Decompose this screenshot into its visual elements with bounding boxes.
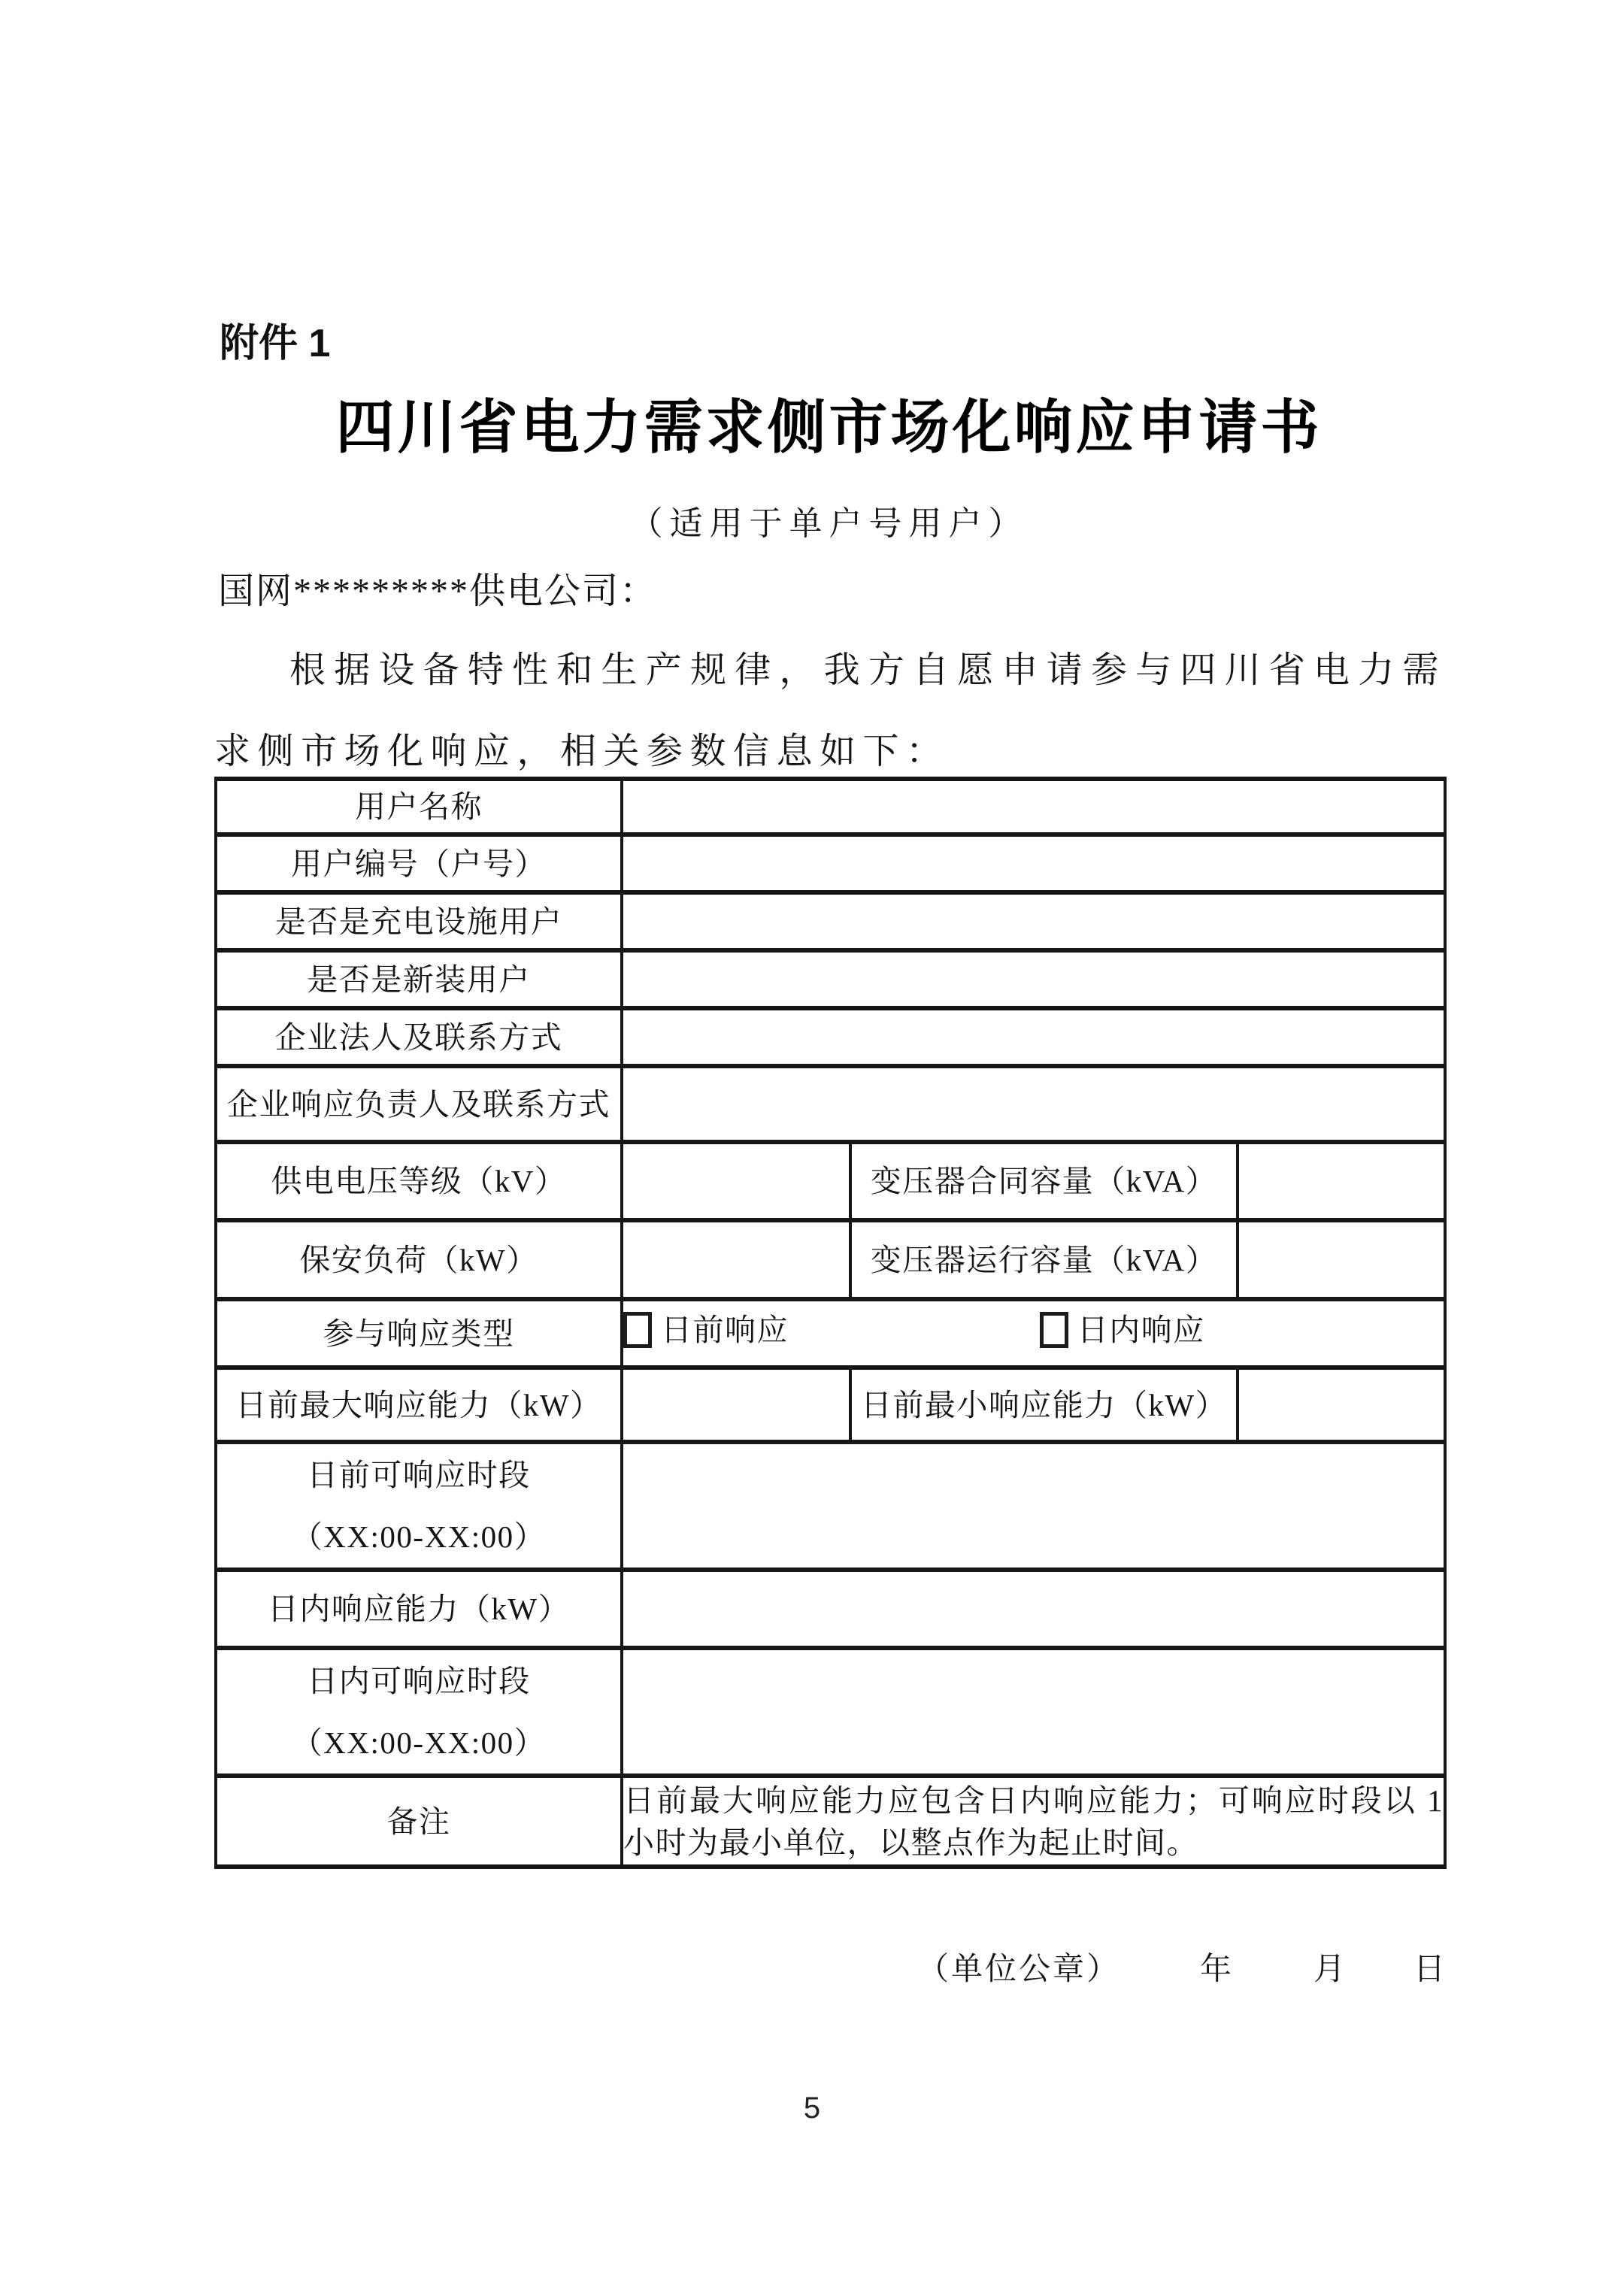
row-value-cell [622,1142,850,1220]
table-row [216,1008,1445,1066]
row-label: 用户名称 [216,779,622,834]
day-ahead-response-label: 日前响应 [661,1312,789,1347]
row-label-line1: 日前可响应时段 [307,1458,531,1492]
day-ahead-response-option [623,1309,789,1351]
table-row [216,1142,1445,1220]
row-value-cell [622,1368,850,1442]
year-label: 年 [1199,1952,1234,1987]
page-title: 四川省电力需求侧市场化响应申请书 [335,395,1323,460]
signature-line [214,1944,1447,1989]
intra-day-response-checkbox[interactable] [1040,1312,1068,1348]
row-label: 备注 [216,1776,622,1867]
day-label: 日 [1413,1952,1447,1987]
row-label: 是否是充电设施用户 [216,892,622,950]
table-row [216,1066,1445,1142]
remark-text: 日前最大响应能力应包含日内响应能力；可响应时段以 1 小时为最小单位，以整点作为起止时间。 [622,1776,1445,1867]
row-label: 企业响应负责人及联系方式 [216,1066,622,1142]
row-value-cell [622,779,1445,834]
day-ahead-response-checkbox[interactable] [623,1312,652,1348]
row-label: 变压器运行容量（kVA） [850,1220,1238,1299]
attachment-label: 附件 1 [220,322,331,365]
row-label: 是否是新装用户 [216,950,622,1008]
row-value-cell [1238,1368,1445,1442]
row-value-cell [622,834,1445,892]
intro-paragraph: 根据设备特性和生产规律，我方自愿申请参与四川省电力需求侧市场化响应，相关参数信息如下： [214,650,1446,771]
table-row [216,1648,1445,1776]
row-label: 用户编号（户号） [216,834,622,892]
page-subtitle: （适用于单户号用户） [629,505,1029,542]
row-label: 日前最大响应能力（kW） [216,1368,622,1442]
unit-seal-label: （单位公章） [917,1952,1120,1987]
row-value-cell [1238,1220,1445,1299]
row-value-cell [622,950,1445,1008]
row-label: 日前最小响应能力（kW） [850,1368,1238,1442]
row-label: 供电电压等级（kV） [216,1142,622,1220]
table-row [216,950,1445,1008]
row-label-line1: 日内可响应时段 [307,1664,531,1698]
table-row [216,1368,1445,1442]
row-label [216,1648,622,1776]
row-label: 参与响应类型 [216,1299,622,1368]
table-row [216,892,1445,950]
row-label [216,1442,622,1570]
row-value-cell [622,1220,850,1299]
row-value-cell [622,1648,1445,1776]
row-value-cell [1238,1142,1445,1220]
application-form-table [214,777,1447,1869]
table-row [216,1299,1445,1368]
response-type-options-cell [622,1299,1445,1368]
table-row [216,779,1445,834]
table-row [216,834,1445,892]
month-label: 月 [1313,1952,1347,1987]
page-number: 5 [803,2092,821,2125]
row-value-cell [622,1570,1445,1648]
row-value-cell [622,1442,1445,1570]
row-label-line2: （XX:00-XX:00） [291,1725,547,1760]
table-row [216,1220,1445,1299]
row-label: 日内响应能力（kW） [216,1570,622,1648]
table-row [216,1570,1445,1648]
row-value-cell [622,892,1445,950]
table-row [216,1776,1445,1867]
row-label: 变压器合同容量（kVA） [850,1142,1238,1220]
intra-day-response-label: 日内响应 [1077,1312,1205,1347]
row-value-cell [622,1066,1445,1142]
row-label: 保安负荷（kW） [216,1220,622,1299]
row-label-line2: （XX:00-XX:00） [291,1519,547,1554]
row-label: 企业法人及联系方式 [216,1008,622,1066]
table-row [216,1442,1445,1570]
intra-day-response-option [1040,1309,1205,1351]
salutation-line: 国网*********供电公司： [218,571,658,611]
row-value-cell [622,1008,1445,1066]
